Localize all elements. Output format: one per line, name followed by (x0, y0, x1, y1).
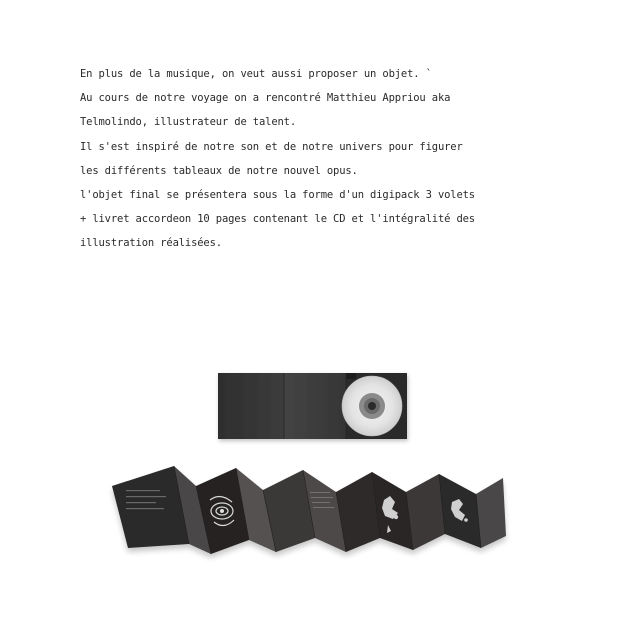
description-line-4: Il s'est inspiré de notre son et de notre univers pour figurer (80, 140, 463, 153)
description-line-8: illustration réalisées. (80, 237, 222, 250)
description-line-6: l'objet final se présentera sous la forme d'un digipack 3 volets (80, 188, 475, 201)
cd-hole (368, 402, 376, 410)
booklet-page-8 (372, 472, 413, 550)
digipack (218, 373, 407, 439)
description-text (80, 62, 600, 256)
booklet-page-1 (112, 466, 189, 548)
illustration-swirl (210, 496, 234, 525)
booklet-page-9 (406, 474, 445, 550)
booklet-page-10 (439, 474, 481, 548)
booklet-page-2 (174, 466, 211, 554)
booklet-page-4 (236, 468, 276, 552)
booklet-page-11 (476, 478, 506, 548)
description-line-7: + livret accordeon 10 pages contenant le CD et l'intégralité des (80, 213, 475, 226)
booklet-page-3 (196, 468, 249, 554)
description-line-2: Au cours de notre voyage on a rencontré Matthieu Appriou aka (80, 92, 451, 105)
digipack-left-panel (218, 373, 284, 439)
digipack-middle-panel (284, 373, 346, 439)
cd-label-ring (359, 393, 385, 419)
description-line-1: En plus de la musique, on veut aussi proposer un objet. ` (80, 68, 432, 80)
description-line-5: les différents tableaux de notre nouvel opus. (80, 164, 358, 177)
illustration-creature (451, 499, 468, 522)
booklet-page-6 (303, 470, 346, 552)
illustration-figure (382, 496, 398, 533)
booklet-page-5 (263, 470, 315, 552)
description-line-3: Telmolindo, illustrateur de talent. (80, 116, 297, 129)
cd-disc (342, 376, 402, 436)
digipack-right-panel (346, 373, 407, 439)
booklet-page-7 (336, 472, 380, 552)
accordion-booklet (112, 466, 506, 554)
